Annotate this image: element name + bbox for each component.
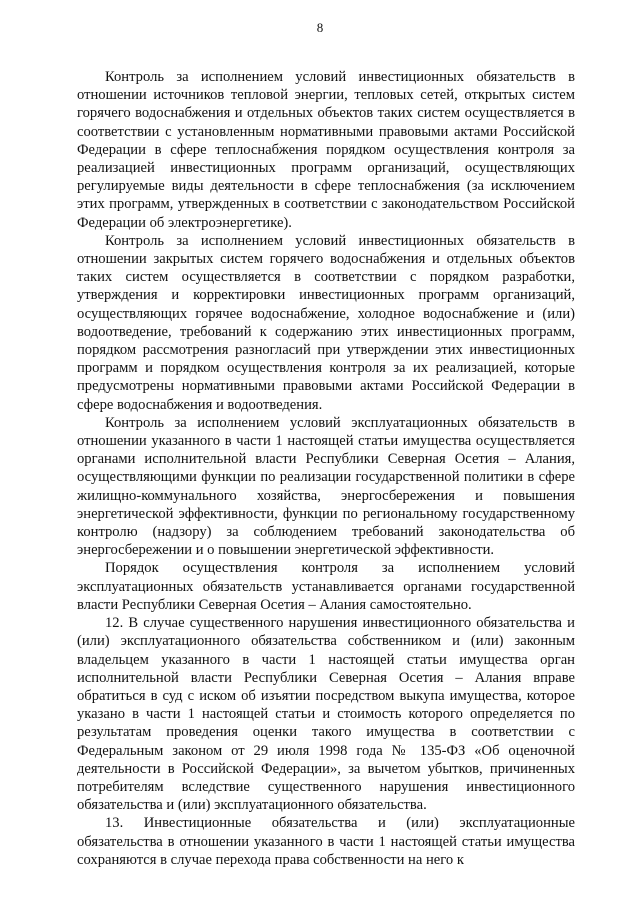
document-body	[77, 68, 575, 869]
paragraph-operational-obligations-control: Контроль за исполнением условий эксплуатационных обязательств в отношении указанного в части 1 настоящей статьи имущества осуществляется органами исполнительной власти Республики Северная Осетия – Алания, осуществляющими функции по реализации государственной политики в сфере жилищно-коммунального хозяйства, энергосбережения и повышения энергетической эффективности, функции по региональному государственному контролю (надзору) за соблюдением требований законодательства об энергосбережении и о повышении энергетической эффективности.	[77, 414, 575, 559]
page-number: 8	[316, 20, 324, 35]
paragraph-control-procedure: Порядок осуществления контроля за исполнением условий эксплуатационных обязательств устанавливается органами государственной власти Республики Северная Осетия – Алания самостоятельно.	[77, 560, 575, 613]
paragraph-closed-systems-control: Контроль за исполнением условий инвестиционных обязательств в отношении закрытых систем горячего водоснабжения и отдельных объектов таких систем осуществляется в соответствии с порядком разработки, утверждения и корректировки инвестиционных программ организаций, осуществляющих горячее водоснабжение, холодное водоснабжение и (или) водоотведение, требований к содержанию этих инвестиционных программ, порядком рассмотрения разногласий при утверждении этих инвестиционных программ и порядком осуществления контроля за их реализацией, которые предусмотрены нормативными правовыми актами Российской Федерации в сфере водоснабжения и водоотведения.	[77, 232, 575, 413]
paragraph-clause-13: 13. Инвестиционные обязательства и (или) эксплуатационные обязательства в отношении указанного в части 1 настоящей статьи имущества сохраняются в случае перехода права собственности на него к	[77, 815, 575, 868]
paragraph-clause-12: 12. В случае существенного нарушения инвестиционного обязательства и (или) эксплуатационного обязательства собственником и (или) законным владельцем указанного в части 1 настоящей статьи имущества орган исполнительной власти Республики Северная Осетия – Алания вправе обратиться в суд с иском об изъятии посредством выкупа имущества, которое указано в части 1 настоящей статьи и стоимость которого определяется по результатам проведения оценки такого имущества в соответствии с Федеральным законом от 29 июля 1998 года № 135-ФЗ «Об оценочной деятельности в Российской Федерации», за вычетом убытков, причиненных потребителям вследствие существенного нарушения инвестиционного обязательства и (или) эксплуатационного обязательства.	[77, 615, 575, 814]
paragraph-heat-supply-control: Контроль за исполнением условий инвестиционных обязательств в отношении источников тепловой энергии, тепловых сетей, открытых систем горячего водоснабжения и отдельных объектов таких систем осуществляется в соответствии с установленным нормативными правовыми актами Российской Федерации в сфере теплоснабжения порядком осуществления контроля за реализацией инвестиционных программ организаций, осуществляющих регулируемые виды деятельности в сфере теплоснабжения (за исключением этих программ, утвержденных в соответствии с законодательством Российской Федерации об электроэнергетике).	[77, 69, 575, 231]
